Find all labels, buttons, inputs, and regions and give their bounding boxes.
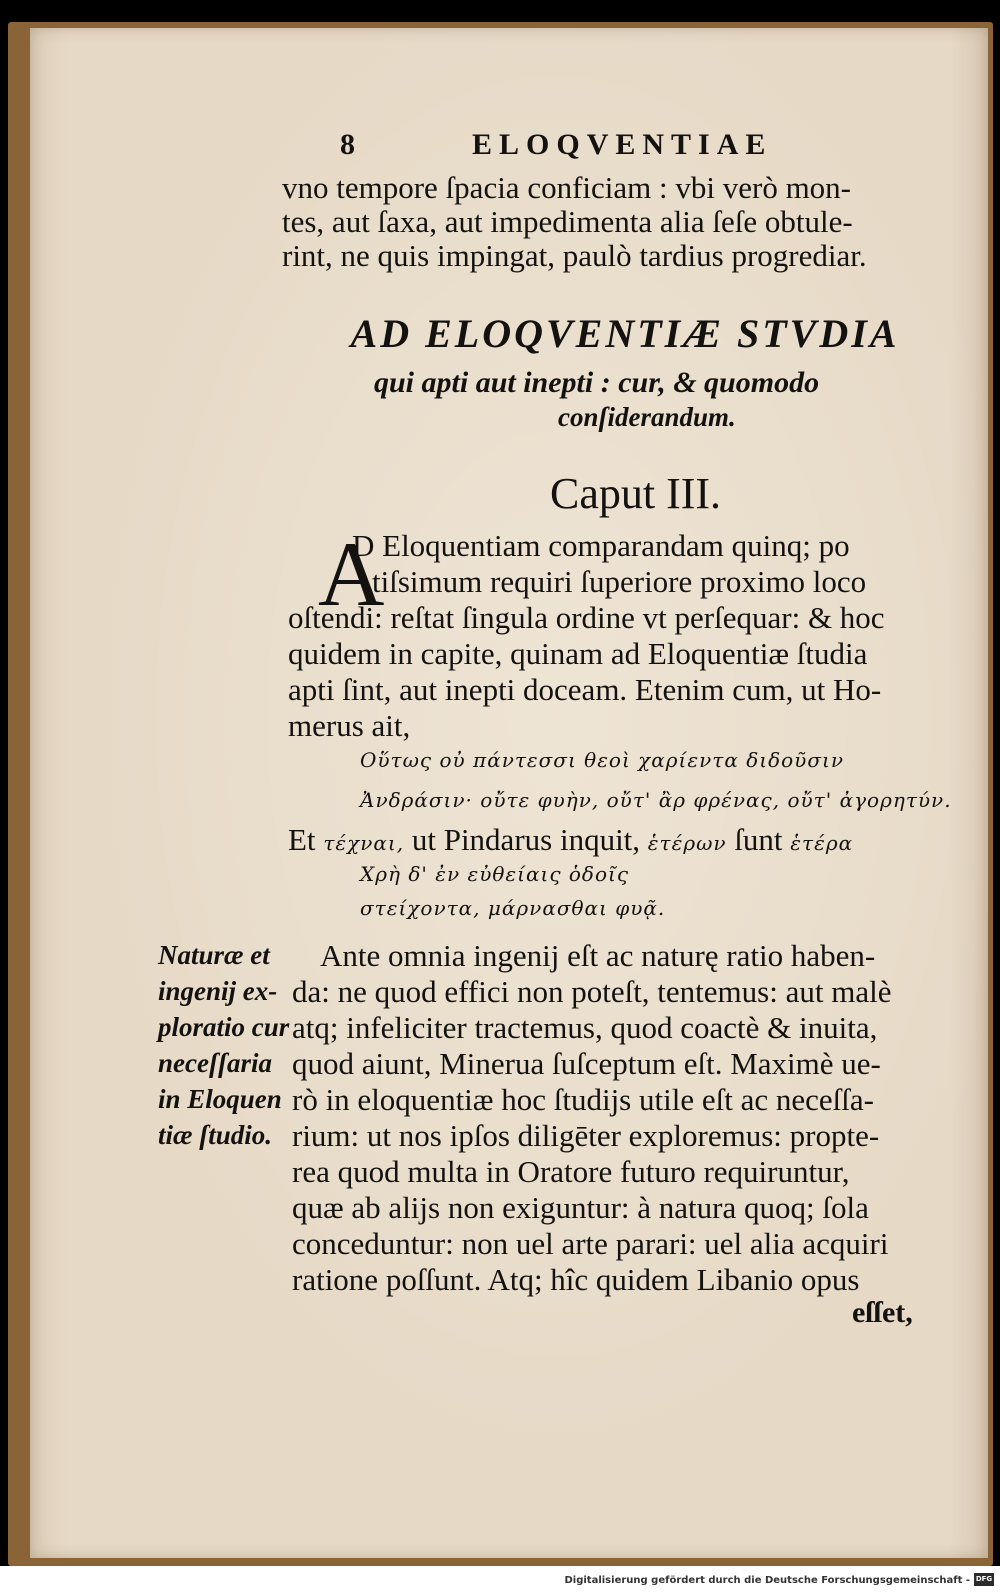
pindar-citation-line bbox=[288, 822, 853, 858]
paragraph-line: conceduntur: non uel arte parari: uel alia acquiri bbox=[292, 1226, 889, 1261]
dfg-logo: DFG bbox=[974, 1573, 994, 1586]
digitization-footer bbox=[0, 1566, 1000, 1596]
margin-note-line: Naturæ et bbox=[158, 940, 270, 970]
margin-note-line: ingenij ex- bbox=[158, 976, 278, 1006]
page-number: 8 bbox=[340, 128, 355, 161]
citation-text: ut Pindarus inquit, bbox=[404, 822, 648, 857]
greek-word: ἑτέρα bbox=[790, 831, 854, 855]
page-header bbox=[30, 128, 988, 168]
carryover-line-3: rint, ne quis impingat, paulò tardius progrediar. bbox=[282, 238, 867, 273]
carryover-line-1: vno tempore ſpacia conficiam : vbi verò mon- bbox=[282, 170, 852, 205]
carryover-line-2: tes, aut ſaxa, aut impedimenta alia ſeſe obtule- bbox=[282, 204, 853, 239]
paragraph-line: da: ne quod effici non poteſt, tentemus: aut malè bbox=[292, 974, 892, 1009]
section-subheading-end: conſiderandum. bbox=[558, 402, 736, 432]
section-heading: AD ELOQVENTIÆ STVDIA bbox=[350, 311, 900, 356]
greek-word: ἑτέρων bbox=[647, 831, 727, 855]
running-head: ELOQVENTIAE bbox=[472, 128, 773, 161]
paragraph-line: rium: ut nos ipſos diligēter exploremus: propte- bbox=[292, 1118, 880, 1153]
paragraph-line: merus ait, bbox=[288, 708, 411, 743]
paragraph-line: atq; infeliciter tractemus, quod coactè & inuita, bbox=[292, 1010, 878, 1045]
paragraph-line: quæ ab alijs non exiguntur: à natura quoq; ſola bbox=[292, 1190, 869, 1225]
paragraph-line: quod aiunt, Minerua ſuſceptum eſt. Maximè ue- bbox=[292, 1046, 881, 1081]
drop-capital: A bbox=[318, 523, 385, 625]
paragraph-line: ratione poſſunt. Atq; hîc quidem Libanio opus bbox=[292, 1262, 860, 1297]
chapter-title: Caput III. bbox=[550, 469, 722, 518]
paragraph-line: Ante omnia ingenij eſt ac naturę ratio haben- bbox=[320, 938, 876, 973]
section-subheading: qui apti aut inepti : cur, & quomodo bbox=[374, 366, 820, 399]
margin-note-line: in Eloquen bbox=[158, 1084, 282, 1114]
paragraph-line: quidem in capite, quinam ad Eloquentiæ ſtudia bbox=[288, 636, 868, 671]
margin-note-line: ploratio cur bbox=[158, 1012, 290, 1042]
greek-word: τέχναι, bbox=[323, 831, 405, 855]
greek-verse-line: Οὕτως οὐ πάντεσσι θεοὶ χαρίεντα διδοῦσιν bbox=[360, 748, 844, 772]
margin-note-line: tiæ ſtudio. bbox=[158, 1120, 273, 1150]
citation-text: Et bbox=[288, 822, 324, 857]
margin-note-line: neceſſaria bbox=[158, 1048, 272, 1078]
greek-verse-line: Ἀνδράσιν· οὔτε φυὴν, οὔτ' ἂρ φρένας, οὔτ' ἀγορητύν. bbox=[360, 788, 952, 812]
book-page bbox=[30, 28, 988, 1558]
catchword: eſſet, bbox=[852, 1296, 913, 1329]
paragraph-line: apti ſint, aut inepti doceam. Etenim cum, ut Ho- bbox=[288, 672, 882, 707]
funding-credit: Digitalisierung gefördert durch die Deutsche Forschungsgemeinschaft - bbox=[564, 1575, 970, 1586]
greek-verse-line: στείχοντα, μάρνασθαι φυᾷ. bbox=[360, 896, 666, 920]
paragraph-line: rò in eloquentiæ hoc ſtudijs utile eſt ac neceſſa- bbox=[292, 1082, 874, 1117]
paragraph-line: tiſsimum requiri ſuperiore proximo loco bbox=[372, 564, 867, 599]
greek-verse-line: Χρὴ δ' ἐν εὐθείαις ὁδοῖς bbox=[360, 862, 630, 886]
paragraph-line: rea quod multa in Oratore futuro requiruntur, bbox=[292, 1154, 850, 1189]
citation-text: ſunt bbox=[726, 822, 791, 857]
paragraph-line: D Eloquentiam comparandam quinq; po bbox=[352, 528, 850, 563]
paragraph-line: oſtendi: reſtat ſingula ordine vt perſequar: & hoc bbox=[288, 600, 885, 635]
